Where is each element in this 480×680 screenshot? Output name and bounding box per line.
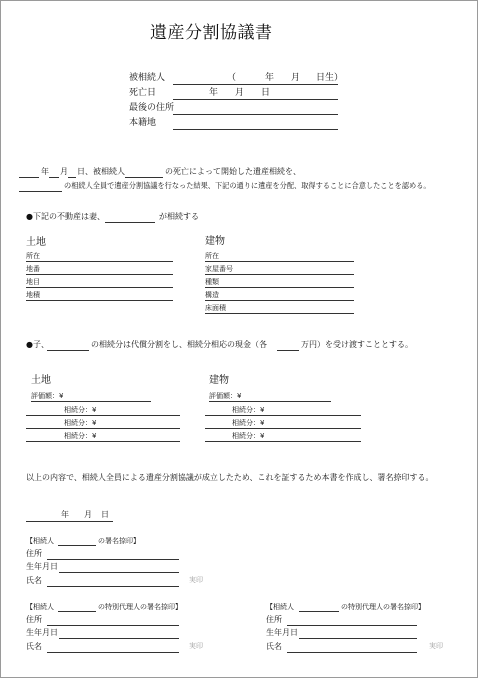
section2-prefix: ●子、 bbox=[26, 340, 49, 349]
death-date-line[interactable] bbox=[173, 99, 338, 100]
building-location-line[interactable] bbox=[205, 261, 354, 262]
comp-land-heading: 土地 bbox=[31, 375, 51, 386]
comp-land-valuation: 評価額：¥ bbox=[31, 392, 64, 400]
section1-heir-line[interactable] bbox=[105, 222, 155, 223]
building-field-floor-area: 床面積 bbox=[205, 304, 226, 312]
death-day: 日 bbox=[261, 88, 271, 98]
section1-prefix: ●下記の不動産は妻、 bbox=[26, 212, 105, 221]
sig2-address-label: 住所 bbox=[26, 615, 42, 624]
section2-unit: 万円）を受け渡すこととする。 bbox=[301, 340, 413, 349]
land-field-area: 地積 bbox=[26, 291, 40, 299]
comp-building-share-3: 相続分：¥ bbox=[232, 432, 265, 440]
land-field-category: 地目 bbox=[26, 278, 40, 286]
intro-deceased-line[interactable] bbox=[125, 177, 163, 178]
comp-land-share-3: 相続分：¥ bbox=[64, 432, 97, 440]
sig2-seal-mark: 実印 bbox=[189, 642, 203, 650]
intro-line2: の相続人全員で遺産分割協議を行なった結果、下記の通りに遺産を分配、取得することに合意したことを認める。 bbox=[64, 181, 431, 190]
section2-child-line[interactable] bbox=[47, 350, 89, 351]
last-address-label: 最後の住所 bbox=[129, 103, 175, 113]
intro-year-line[interactable] bbox=[19, 177, 39, 178]
birth-year: 年 bbox=[265, 73, 275, 83]
sig3-close: の特別代理人の署名捺印】 bbox=[341, 603, 425, 611]
building-heading: 建物 bbox=[205, 236, 225, 247]
signing-day: 日 bbox=[101, 510, 109, 519]
section2-middle: の相続分は代償分割をし、相続分相応の現金（各 bbox=[91, 340, 267, 349]
land-field-location: 所在 bbox=[26, 252, 40, 260]
sig1-address-label: 住所 bbox=[26, 549, 42, 558]
sig2-address-line[interactable] bbox=[47, 625, 179, 626]
comp-land-valuation-line[interactable] bbox=[31, 401, 151, 402]
land-field-lot: 地番 bbox=[26, 265, 40, 273]
sig3-address-line[interactable] bbox=[287, 625, 417, 626]
birth-close: 日生） bbox=[316, 73, 344, 83]
comp-building-valuation-line[interactable] bbox=[209, 401, 331, 402]
deceased-name-label: 被相続人 bbox=[129, 73, 166, 83]
conclusion-text: 以上の内容で、相続人全員による遺産分割協議が成立したため、これを証するため本書を作成し、署名捺印する。 bbox=[26, 473, 434, 482]
building-field-kind: 種類 bbox=[205, 278, 219, 286]
sig2-name-label: 氏名 bbox=[26, 642, 42, 651]
sig3-heir-line[interactable] bbox=[299, 611, 339, 612]
sig2-heir-line[interactable] bbox=[58, 611, 96, 612]
comp-building-valuation: 評価額：¥ bbox=[209, 392, 242, 400]
sig2-birth-label: 生年月日 bbox=[26, 628, 58, 637]
building-field-house-no: 家屋番号 bbox=[205, 265, 233, 273]
birth-month: 月 bbox=[291, 73, 301, 83]
comp-land-share-2-line[interactable] bbox=[26, 428, 180, 429]
sig2-name-line[interactable] bbox=[47, 652, 179, 653]
last-address-line[interactable] bbox=[173, 114, 338, 115]
sig2-birth-line[interactable] bbox=[59, 638, 179, 639]
signing-date-line[interactable] bbox=[26, 521, 113, 522]
document-title: 遺産分割協議書 bbox=[150, 23, 273, 43]
building-field-location: 所在 bbox=[205, 252, 219, 260]
intro-month: 月 bbox=[60, 167, 68, 176]
building-house-no-line[interactable] bbox=[205, 274, 354, 275]
sig2-open: 【相続人 bbox=[26, 603, 54, 611]
intro-day-line[interactable] bbox=[68, 177, 76, 178]
land-area-line[interactable] bbox=[26, 300, 173, 301]
signing-month: 月 bbox=[84, 510, 92, 519]
land-location-line[interactable] bbox=[26, 261, 173, 262]
comp-land-share-2: 相続分：¥ bbox=[64, 419, 97, 427]
death-year: 年 bbox=[209, 88, 219, 98]
sig1-birth-line[interactable] bbox=[59, 572, 179, 573]
land-category-line[interactable] bbox=[26, 287, 173, 288]
intro-deceased-line-2[interactable] bbox=[19, 191, 62, 192]
signing-year: 年 bbox=[61, 510, 69, 519]
intro-month-line[interactable] bbox=[49, 177, 59, 178]
comp-building-share-1-line[interactable] bbox=[205, 415, 361, 416]
intro-year: 年 bbox=[41, 167, 49, 176]
intro-line1-suffix: の死亡によって開始した遺産相続を、 bbox=[165, 167, 301, 176]
death-date-label: 死亡日 bbox=[129, 88, 157, 98]
sig1-birth-label: 生年月日 bbox=[26, 562, 58, 571]
comp-land-share-1: 相続分：¥ bbox=[64, 406, 97, 414]
sig1-heir-line[interactable] bbox=[58, 545, 96, 546]
comp-building-heading: 建物 bbox=[209, 375, 229, 386]
domicile-line[interactable] bbox=[173, 129, 338, 130]
sig1-name-line[interactable] bbox=[47, 586, 179, 587]
section2-amount-line[interactable] bbox=[277, 350, 299, 351]
sig3-birth-label: 生年月日 bbox=[266, 628, 298, 637]
domicile-label: 本籍地 bbox=[129, 118, 157, 128]
comp-building-share-2: 相続分：¥ bbox=[232, 419, 265, 427]
comp-land-share-1-line[interactable] bbox=[26, 415, 180, 416]
sig3-seal-mark: 実印 bbox=[429, 642, 443, 650]
sig1-name-label: 氏名 bbox=[26, 576, 42, 585]
intro-day-prefix: 日、被相続人 bbox=[77, 167, 125, 176]
building-field-structure: 構造 bbox=[205, 291, 219, 299]
sig3-name-label: 氏名 bbox=[266, 642, 282, 651]
deceased-name-line[interactable] bbox=[173, 84, 338, 85]
sig3-open: 【相続人 bbox=[266, 603, 294, 611]
land-heading: 土地 bbox=[26, 237, 46, 248]
sig1-address-line[interactable] bbox=[47, 559, 179, 560]
sig3-birth-line[interactable] bbox=[299, 638, 417, 639]
birth-open: （ bbox=[227, 73, 237, 83]
comp-building-share-2-line[interactable] bbox=[205, 428, 361, 429]
comp-land-share-3-line[interactable] bbox=[26, 441, 180, 442]
sig1-close: の署名捺印】 bbox=[98, 537, 140, 545]
building-kind-line[interactable] bbox=[205, 287, 354, 288]
sig3-name-line[interactable] bbox=[287, 652, 417, 653]
sig3-address-label: 住所 bbox=[266, 615, 282, 624]
comp-building-share-3-line[interactable] bbox=[205, 441, 361, 442]
sig2-close: の特別代理人の署名捺印】 bbox=[98, 603, 182, 611]
building-structure-line[interactable] bbox=[205, 300, 354, 301]
comp-building-share-1: 相続分：¥ bbox=[232, 406, 265, 414]
section1-suffix: が相続する bbox=[159, 212, 199, 221]
sig1-seal-mark: 実印 bbox=[189, 576, 203, 584]
sig1-open: 【相続人 bbox=[26, 537, 54, 545]
building-floor-area-line[interactable] bbox=[205, 313, 354, 314]
land-lot-line[interactable] bbox=[26, 274, 173, 275]
death-month: 月 bbox=[235, 88, 245, 98]
